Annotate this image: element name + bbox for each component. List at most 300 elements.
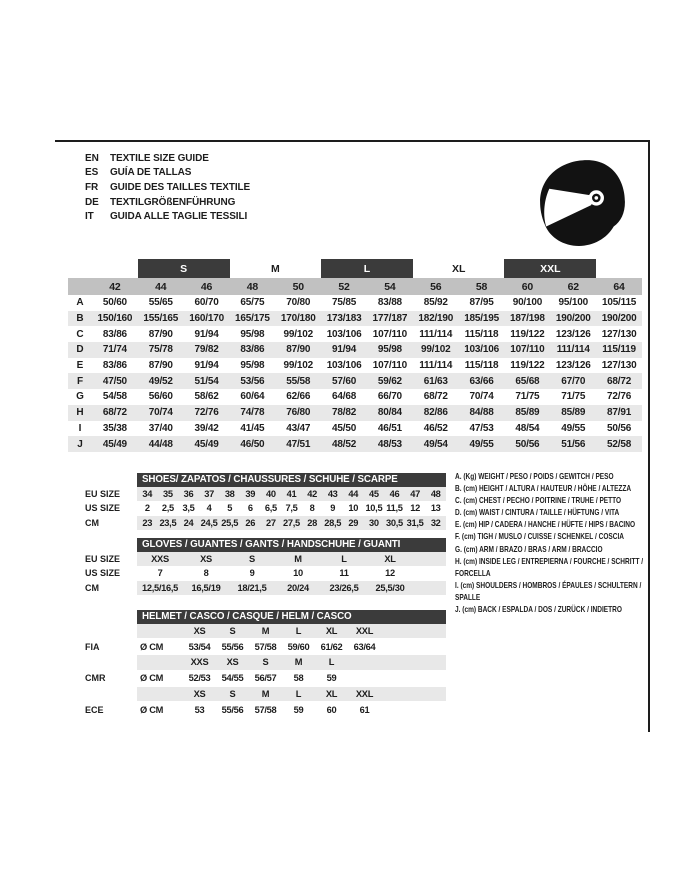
table-cell: 12	[410, 503, 420, 514]
table-cell: 60	[326, 704, 337, 715]
table-cell: 37/40	[148, 422, 173, 434]
table-cell: 59/62	[377, 375, 402, 387]
size-header-cell: XXS	[190, 657, 209, 668]
table-cell: 70/74	[148, 407, 173, 419]
size-header-cell: L	[328, 657, 335, 668]
table-cell: 8	[309, 503, 315, 514]
table-cell: 61	[359, 704, 370, 715]
table-cell: 48/54	[515, 422, 540, 434]
table-cell: 7,5	[285, 503, 298, 514]
table-cell: 84/88	[469, 407, 494, 419]
legend-item: G. (cm) ARM / BRAZO / BRAS / ARM / BRACCIO	[455, 543, 603, 554]
right-border-rule	[648, 140, 650, 732]
row-letter: C	[76, 328, 84, 340]
table-row	[85, 501, 446, 516]
table-cell: 30	[369, 517, 379, 528]
table-cell: XS	[200, 553, 212, 564]
row-label: CM	[85, 582, 99, 593]
table-cell: 72/76	[194, 407, 219, 419]
table-cell: 71/74	[102, 344, 127, 356]
language-code: EN	[85, 152, 99, 164]
table-cell: 60/70	[194, 297, 219, 309]
size-table-body	[68, 295, 642, 452]
size-band: XXL	[504, 259, 596, 278]
size-header-cell: 54	[384, 280, 396, 293]
table-cell: 64/68	[332, 391, 357, 403]
table-cell: 52/53	[188, 673, 211, 684]
table-cell: 67/70	[561, 375, 586, 387]
table-row	[68, 342, 642, 358]
table-row	[68, 421, 642, 437]
table-cell: 44/48	[148, 438, 173, 450]
table-cell: 111/114	[419, 328, 453, 340]
row-letter: I	[78, 422, 82, 434]
language-code: FR	[85, 181, 99, 193]
size-header-cell: S	[262, 657, 269, 668]
table-cell: 83/86	[102, 328, 127, 340]
table-cell: 107/110	[372, 360, 407, 372]
table-cell: 41	[286, 488, 297, 499]
table-cell: 60/64	[240, 391, 265, 403]
table-cell: 35	[163, 488, 173, 499]
table-cell: 23,5	[159, 517, 177, 528]
table-cell: 91/94	[332, 344, 357, 356]
gloves-table-body	[85, 552, 446, 596]
table-row	[85, 624, 446, 639]
row-cells	[137, 552, 446, 567]
table-cell: 95/100	[558, 297, 588, 309]
table-cell: 85/89	[561, 407, 586, 419]
table-cell: 87/90	[148, 360, 173, 372]
legend-item: D. (cm) WAIST / CINTURA / TAILLE / HÜFTUNG / VITA	[455, 507, 620, 518]
table-row	[85, 655, 446, 670]
language-title-block	[85, 151, 250, 224]
table-cell: 182/190	[418, 313, 454, 325]
size-header-cell: XXL	[355, 688, 374, 699]
table-cell: 62/66	[286, 391, 311, 403]
size-header-cell: M	[261, 688, 270, 699]
table-cell: 10	[293, 568, 303, 579]
table-cell: 177/187	[372, 313, 408, 325]
table-cell: 49/55	[561, 422, 586, 434]
row-cells	[137, 671, 446, 686]
helmet-table-title: HELMET / CASCO / CASQUE / HELM / CASCO	[137, 610, 446, 624]
size-header-cell: 58	[475, 280, 488, 293]
table-cell: 190/200	[601, 313, 637, 325]
row-cells	[137, 639, 446, 654]
table-cell: 61/63	[423, 375, 448, 387]
size-header-cell: S	[229, 688, 236, 699]
table-cell: 90/100	[512, 297, 543, 309]
table-cell: 39/42	[194, 422, 219, 434]
table-cell: 78/82	[332, 407, 357, 419]
table-cell: 56/60	[148, 391, 173, 403]
table-cell: 46/50	[240, 438, 265, 450]
table-cell: 16,5/19	[191, 582, 221, 593]
table-cell: 72/76	[607, 391, 632, 403]
table-cell: 59	[293, 704, 304, 715]
table-cell: 47/50	[102, 375, 127, 387]
language-code: DE	[85, 196, 99, 208]
table-cell: 83/88	[377, 297, 402, 309]
size-header-cell: 44	[155, 280, 167, 293]
size-number-row	[68, 278, 642, 295]
table-cell: 45/49	[194, 438, 219, 450]
table-cell: 25,5/30	[375, 582, 405, 593]
gloves-table-title: GLOVES / GUANTES / GANTS / HANDSCHUHE / GUANTI	[137, 538, 446, 552]
table-cell: 51/56	[561, 438, 586, 450]
table-cell: 12,5/16,5	[141, 582, 179, 593]
table-row	[68, 326, 642, 342]
table-cell: 32	[430, 517, 441, 528]
table-cell: 45/49	[102, 438, 127, 450]
table-cell: 46/51	[377, 422, 402, 434]
row-letter: B	[76, 313, 84, 325]
table-cell: 91/94	[194, 328, 219, 340]
table-cell: 10	[348, 503, 359, 514]
diameter-unit: Ø CM	[140, 704, 164, 715]
table-cell: 85/92	[423, 297, 448, 309]
table-cell: 6,5	[264, 503, 277, 514]
size-band: M	[270, 262, 280, 275]
table-cell: 95/98	[240, 360, 265, 372]
size-header-cell: 50	[292, 280, 304, 293]
table-cell: L	[341, 553, 347, 564]
table-cell: 24,5	[200, 517, 218, 528]
size-header-cell: XS	[193, 688, 206, 699]
table-row	[68, 405, 642, 421]
table-cell: 30,5	[386, 517, 403, 528]
table-cell: 95/98	[377, 344, 402, 356]
table-cell: 45/50	[332, 422, 357, 434]
table-cell: 150/160	[97, 313, 133, 325]
table-cell: 27,5	[283, 517, 300, 528]
shoes-table-title: SHOES/ ZAPATOS / CHAUSSURES / SCHUHE / SCARPE	[137, 473, 446, 487]
table-cell: 48	[430, 488, 441, 499]
size-header-cell: XS	[193, 625, 206, 636]
table-cell: 55/56	[221, 641, 244, 652]
table-cell: 43	[327, 488, 338, 499]
language-row	[85, 209, 250, 224]
table-row	[68, 436, 642, 452]
row-label	[85, 655, 137, 670]
shoes-table	[85, 473, 446, 530]
table-cell: 43/47	[286, 422, 311, 434]
table-cell: 8	[203, 568, 209, 579]
measurement-legend	[455, 470, 650, 615]
table-cell: 36	[183, 488, 194, 499]
table-cell: 48/52	[332, 438, 357, 450]
size-header-cell: 56	[430, 280, 442, 293]
table-cell: 65/75	[240, 297, 265, 309]
table-cell: 74/78	[240, 407, 265, 419]
size-band: L	[321, 259, 413, 278]
size-header-cell: 52	[338, 280, 350, 293]
language-label: TEXTILE SIZE GUIDE	[110, 152, 209, 164]
table-cell: 23	[142, 517, 153, 528]
table-cell: 31,5	[406, 517, 424, 528]
language-row	[85, 151, 250, 166]
size-header-cell: 48	[246, 280, 259, 293]
language-label: GUIDE DES TAILLES TEXTILE	[110, 181, 251, 193]
table-cell: 57/58	[254, 641, 277, 652]
empty-cell	[137, 687, 183, 702]
legend-item: E. (cm) HIP / CADERA / HANCHE / HÜFTE / HIPS / BACINO	[455, 519, 636, 530]
table-cell: 103/106	[326, 328, 362, 340]
row-letter: H	[76, 407, 84, 419]
table-cell: 34	[142, 488, 153, 499]
row-cells	[137, 687, 446, 702]
table-row	[85, 487, 446, 502]
table-row	[68, 373, 642, 389]
table-cell: 63/66	[469, 375, 494, 387]
table-cell: M	[294, 553, 302, 564]
language-label: TEXTILGRÖßENFÜHRUNG	[110, 196, 236, 208]
table-cell: 47	[410, 488, 420, 499]
table-cell: 50/60	[102, 297, 127, 309]
table-cell: 57/58	[254, 704, 277, 715]
legend-item: I. (cm) SHOULDERS / HOMBROS / ÉPAULES / SCHULTERN / SPALLE	[455, 579, 642, 602]
table-cell: 127/130	[601, 360, 637, 372]
table-cell: 87/90	[148, 328, 173, 340]
table-cell: 11	[339, 568, 349, 579]
gloves-table	[85, 538, 446, 595]
language-code: ES	[85, 167, 99, 179]
table-cell: 127/130	[601, 328, 637, 340]
table-cell: 26	[245, 517, 256, 528]
table-cell: 3,5	[182, 503, 195, 514]
row-cells	[137, 624, 446, 639]
table-cell: 28,5	[324, 517, 342, 528]
table-row	[85, 516, 446, 531]
table-cell: 25,5	[221, 517, 239, 528]
table-cell: 99/102	[283, 328, 313, 340]
row-cells	[137, 487, 446, 502]
table-cell: 54/58	[102, 391, 127, 403]
table-cell: 87/90	[286, 344, 311, 356]
table-cell: 95/98	[240, 328, 265, 340]
table-cell: 38	[224, 488, 235, 499]
helmet-table-body	[85, 624, 446, 718]
table-cell: XL	[384, 553, 396, 564]
legend-item: J. (cm) BACK / ESPALDA / DOS / ZURÜCK / INDIETRO	[455, 604, 622, 615]
table-cell: 44	[348, 488, 359, 499]
legend-item: A. (Kg) WEIGHT / PESO / POIDS / GEWITCH / PESO	[455, 471, 614, 481]
table-cell: 13	[430, 503, 441, 514]
row-letter: J	[77, 438, 83, 450]
table-cell: 160/170	[189, 313, 224, 325]
table-cell: 83/86	[240, 344, 265, 356]
size-header-cell: M	[294, 657, 303, 668]
row-cells	[137, 516, 446, 531]
table-cell: 70/80	[286, 297, 311, 309]
legend-item: H. (cm) INSIDE LEG / ENTREPIERNA / FOURCHE / SCHRITT / FORCELLA	[455, 555, 644, 578]
table-cell: 80/84	[377, 407, 402, 419]
table-row	[68, 295, 642, 311]
table-row	[85, 552, 446, 567]
size-header-cell: 62	[567, 280, 579, 293]
table-cell: 49/54	[423, 438, 448, 450]
table-row	[85, 566, 446, 581]
table-cell: 58/62	[194, 391, 219, 403]
table-cell: 190/200	[555, 313, 591, 325]
table-cell: 99/102	[421, 344, 451, 356]
table-cell: 52/58	[607, 438, 632, 450]
table-cell: 111/114	[556, 344, 590, 356]
table-cell: 119/122	[510, 360, 545, 372]
table-row	[85, 687, 446, 702]
table-cell: 87/91	[607, 407, 632, 419]
table-cell: 11,5	[386, 503, 403, 514]
size-header-cell: L	[295, 625, 302, 636]
table-row	[68, 358, 642, 374]
table-row	[85, 639, 446, 654]
table-row	[85, 671, 446, 686]
table-cell: 9	[249, 568, 255, 579]
table-cell: 49/55	[469, 438, 494, 450]
table-cell: 165/175	[235, 313, 270, 325]
table-cell: S	[249, 553, 255, 564]
legend-item: C. (cm) CHEST / PECHO / POITRINE / TRUHE / PETTO	[455, 495, 622, 506]
table-cell: 107/110	[372, 328, 407, 340]
table-cell: 123/126	[555, 360, 591, 372]
table-cell: 71/75	[561, 391, 586, 403]
textile-size-table	[68, 259, 642, 452]
table-cell: 29	[348, 517, 359, 528]
table-cell: 58	[293, 673, 304, 684]
table-cell: 65/68	[515, 375, 540, 387]
size-header-cell: L	[295, 688, 302, 699]
table-cell: 37	[204, 488, 214, 499]
table-cell: XXS	[151, 553, 169, 564]
size-header-cell: XL	[325, 688, 338, 699]
table-cell: 75/78	[148, 344, 173, 356]
size-header-cell: S	[229, 625, 236, 636]
row-label	[85, 687, 137, 702]
table-cell: 123/126	[555, 328, 591, 340]
empty-cell	[137, 655, 183, 670]
table-cell: 50/56	[607, 422, 632, 434]
table-cell: 59/60	[287, 641, 310, 652]
row-label: US SIZE	[85, 503, 121, 514]
row-letter: A	[76, 297, 84, 309]
table-cell: 28	[307, 517, 317, 528]
table-row	[68, 389, 642, 405]
table-cell: 56/57	[254, 673, 277, 684]
row-label: EU SIZE	[85, 553, 121, 564]
table-cell: 54/55	[221, 673, 244, 684]
table-cell: 2,5	[161, 503, 174, 514]
row-label	[85, 624, 137, 639]
table-cell: 63/64	[353, 641, 376, 652]
table-cell: 55/65	[148, 297, 173, 309]
diameter-unit: Ø CM	[140, 641, 164, 652]
row-cells	[137, 566, 446, 581]
empty-cell	[137, 624, 183, 639]
size-band: XL	[451, 262, 466, 275]
table-cell: 24	[183, 517, 194, 528]
table-cell: 82/86	[423, 407, 448, 419]
row-letter: F	[76, 375, 84, 387]
table-cell: 2	[144, 503, 150, 514]
size-header-cell: 64	[613, 280, 625, 293]
table-cell: 47/53	[469, 422, 494, 434]
table-cell: 53/54	[188, 641, 211, 652]
table-cell: 115/118	[464, 328, 499, 340]
table-row	[85, 581, 446, 596]
helmet-icon	[536, 156, 628, 248]
size-band: S	[138, 259, 230, 278]
table-cell: 18/21,5	[237, 582, 267, 593]
row-label: CM	[85, 517, 99, 528]
row-letter: G	[76, 391, 84, 403]
size-header-cell: XS	[226, 657, 239, 668]
table-cell: 6	[247, 503, 253, 514]
size-header-cell: XXL	[355, 625, 374, 636]
table-cell: 87/95	[469, 297, 494, 309]
table-cell: 41/45	[240, 422, 265, 434]
table-cell: 111/114	[419, 360, 453, 372]
helmet-table	[85, 610, 446, 718]
shoes-table-body	[85, 487, 446, 531]
table-cell: 47/51	[286, 438, 311, 450]
size-header-cell: 46	[200, 280, 213, 293]
table-cell: 187/198	[510, 313, 545, 325]
table-cell: 4	[206, 503, 212, 514]
table-cell: 51/54	[194, 375, 219, 387]
table-cell: 91/94	[194, 360, 219, 372]
row-cells	[137, 501, 446, 516]
table-cell: 75/85	[332, 297, 357, 309]
standard-label: FIA	[85, 641, 100, 652]
table-cell: 103/106	[326, 360, 362, 372]
diameter-unit: Ø CM	[140, 673, 164, 684]
row-cells	[137, 702, 446, 717]
standard-label: CMR	[85, 673, 106, 684]
table-cell: 61/62	[320, 641, 343, 652]
table-cell: 40	[266, 488, 276, 499]
table-cell: 20/24	[287, 582, 309, 593]
table-cell: 45	[369, 488, 379, 499]
table-cell: 50/56	[515, 438, 540, 450]
table-cell: 53	[194, 704, 205, 715]
language-code: IT	[85, 211, 94, 223]
size-header-cell: 42	[109, 280, 121, 293]
table-cell: 68/72	[423, 391, 448, 403]
table-cell: 70/74	[469, 391, 494, 403]
table-cell: 55/58	[286, 375, 311, 387]
table-cell: 48/53	[377, 438, 402, 450]
table-cell: 46/52	[423, 422, 448, 434]
table-cell: 173/183	[326, 313, 362, 325]
table-cell: 27	[266, 517, 276, 528]
table-cell: 103/106	[464, 344, 499, 356]
size-band-row	[68, 259, 642, 278]
standard-label: ECE	[85, 704, 104, 715]
language-label: GUIDA ALLE TAGLIE TESSILI	[110, 211, 248, 223]
table-cell: 76/80	[286, 407, 311, 419]
table-cell: 68/72	[102, 407, 127, 419]
table-row	[68, 311, 642, 327]
row-label: US SIZE	[85, 568, 121, 579]
table-cell: 12	[385, 568, 395, 579]
table-cell: 66/70	[377, 391, 402, 403]
table-row	[85, 702, 446, 717]
legend-item: F. (cm) TIGH / MUSLO / CUISSE / SCHENKEL / COSCIA	[455, 531, 625, 542]
row-cells	[137, 581, 446, 596]
table-cell: 55/56	[221, 704, 244, 715]
table-cell: 42	[307, 488, 317, 499]
